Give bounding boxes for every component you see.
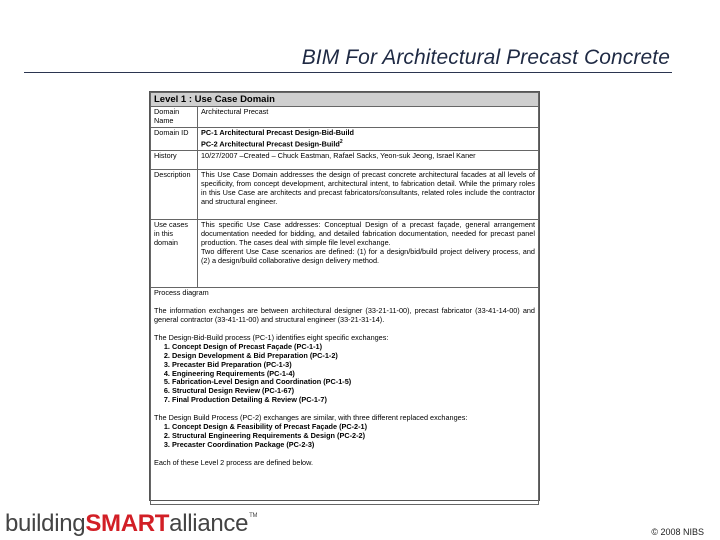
db-exchange-list (154, 423, 535, 450)
table-row (151, 170, 539, 220)
list-item: 3. Precaster Bid Preparation (PC-1-3) (172, 361, 535, 370)
table-row (151, 107, 539, 128)
use-case-table (150, 92, 539, 505)
process-outro: Each of these Level 2 process are defined below. (154, 457, 314, 467)
list-item: 7. Final Production Detailing & Review (PC-1-7) (172, 396, 535, 405)
row-label-domain-name: Domain Name (151, 107, 198, 128)
logo-text-alliance: alliance (169, 510, 249, 537)
table-row (151, 128, 539, 151)
list-item: 4. Engineering Requirements (PC-1-4) (172, 370, 535, 379)
domain-id-line-2: PC-2 Architectural Precast Design-Build$^2$ (201, 138, 343, 149)
process-label: Process diagram (154, 288, 209, 298)
row-value-description: This Use Case Domain addresses the design of precast concrete architectural facades at all levels of specificity, from concept development, architectural intent, to fabrication detail. While the primary roles in this Use Case are architects and precast fabricators/consultants, related roles include the contractor and structural engineer. (198, 170, 539, 220)
row-value-domain-id (198, 128, 539, 151)
buildingsmart-alliance-logo (5, 510, 257, 540)
list-item: 2. Design Development & Bid Preparation (PC-1-2) (172, 352, 535, 361)
use-case-document (149, 91, 540, 501)
table-header: Level 1 : Use Case Domain (151, 93, 539, 107)
row-value-domain-name: Architectural Precast (198, 107, 539, 128)
table-row (151, 151, 539, 170)
list-item: 2. Structural Engineering Requirements & Design (PC-2-2) (172, 432, 535, 441)
dbb-exchange-list (154, 343, 535, 405)
list-item: 1. Concept Design of Precast Façade (PC-1-1) (172, 343, 535, 352)
list-item: 6. Structural Design Review (PC-1-67) (172, 387, 535, 396)
row-label-domain-id: Domain ID (151, 128, 198, 151)
logo-trademark: TM (249, 513, 258, 519)
use-cases-paragraph-1: This specific Use Case addresses: Conceptual Design of a precast façade, general arrangement documentation needed for bidding, and detailed fabrication documentation, needed for precast panel production. The cases deal with simple file level exchange. (201, 220, 535, 248)
list-item: 5. Fabrication-Level Design and Coordination (PC-1-5) (172, 378, 535, 387)
row-value-use-cases (198, 220, 539, 288)
row-value-history: 10/27/2007 –Created – Chuck Eastman, Rafael Sacks, Yeon-suk Jeong, Israel Kaner (198, 151, 539, 170)
title-divider (24, 72, 672, 73)
logo-text-smart: SMART (85, 510, 170, 537)
table-header-row (151, 93, 539, 107)
process-intro: The information exchanges are between architectural designer (33-21-11-00), precast fabricator (33-41-14-00) and general contractor (33-41-11-00) and structural engineer (33-21-31-14). (154, 306, 535, 325)
domain-id-line-1: PC-1 Architectural Precast Design-Bid-Build (201, 128, 354, 137)
table-row (151, 288, 539, 505)
list-item: 1. Concept Design & Feasibility of Precast Façade (PC-2-1) (172, 423, 535, 432)
process-diagram-cell (151, 288, 539, 505)
dbb-intro: The Design-Bid-Build process (PC-1) identifies eight specific exchanges: (154, 332, 389, 342)
copyright-notice: © 2008 NIBS (651, 527, 704, 537)
db-intro: The Design Build Process (PC-2) exchanges are similar, with three different replaced exchanges: (154, 413, 468, 423)
list-item: 3. Precaster Coordination Package (PC-2-3) (172, 441, 535, 450)
footnote-marker: 2 (339, 138, 343, 145)
row-label-description: Description (151, 170, 198, 220)
logo-text-building: building (5, 510, 86, 537)
table-row (151, 220, 539, 288)
use-cases-paragraph-2: Two different Use Case scenarios are defined: (1) for a design/bid/build project delivery process, and (2) a design/build collaborative design delivery method. (201, 246, 535, 265)
slide-title: BIM For Architectural Precast Concrete (301, 46, 670, 69)
row-label-history: History (151, 151, 198, 170)
row-label-use-cases: Use cases in this domain (151, 220, 198, 288)
